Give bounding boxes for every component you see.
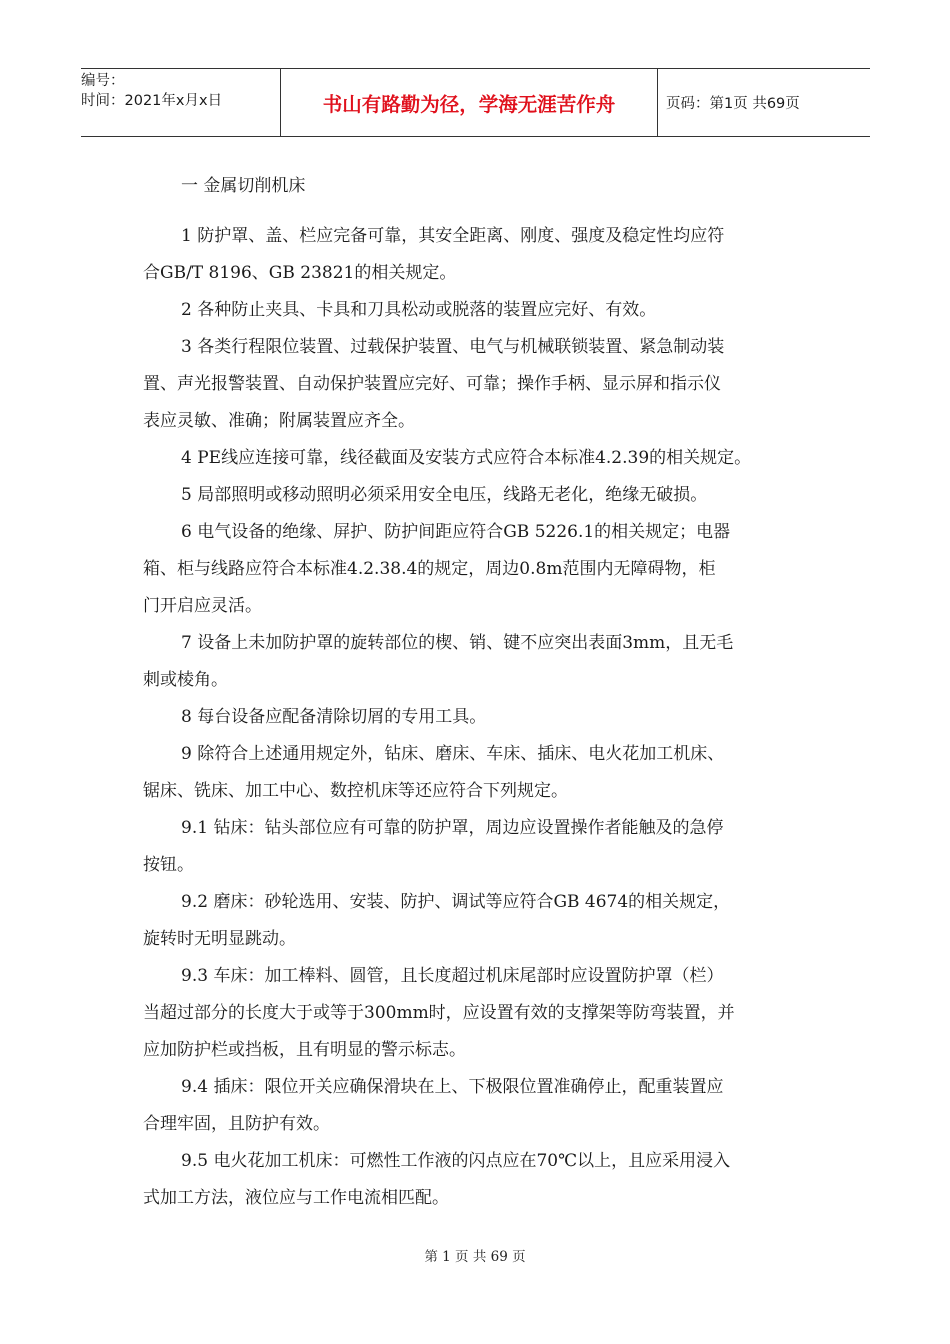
paragraph-line: 表应灵敏、准确；附属装置应齐全。 xyxy=(143,411,415,431)
paragraph-line: 7 设备上未加防护罩的旋转部位的楔、销、键不应突出表面3mm，且无毛 xyxy=(181,633,734,653)
paragraph xyxy=(143,699,813,736)
paragraph xyxy=(143,810,813,884)
paragraph-line: 6 电气设备的绝缘、屏护、防护间距应符合GB 5226.1的相关规定；电器 xyxy=(181,522,731,542)
paragraph xyxy=(143,736,813,810)
paragraph-line: 置、声光报警装置、自动保护装置应完好、可靠；操作手柄、显示屏和指示仪 xyxy=(143,374,721,394)
header-page-code: 页码：第1页 共69页 xyxy=(666,96,800,112)
header-motto: 书山有路勤为径，学海无涯苦作舟 xyxy=(281,69,658,136)
paragraph xyxy=(143,440,813,477)
serial-number-label: 编号： xyxy=(81,73,125,89)
paragraph-line: 5 局部照明或移动照明必须采用安全电压，线路无老化，绝缘无破损。 xyxy=(181,485,708,505)
paragraph xyxy=(143,477,813,514)
document-body xyxy=(143,166,813,1217)
paragraph-line: 9.1 钻床：钻头部位应有可靠的防护罩，周边应设置操作者能触及的急停 xyxy=(181,818,724,838)
page-footer: 第 1 页 共 69 页 xyxy=(424,1249,526,1265)
section-heading: 一 金属切削机床 xyxy=(181,176,306,196)
paragraph-line: 旋转时无明显跳动。 xyxy=(143,929,296,949)
paragraph-line: 合GB/T 8196、GB 23821的相关规定。 xyxy=(143,263,457,283)
paragraph-list xyxy=(143,218,813,1217)
paragraph-line: 1 防护罩、盖、栏应完备可靠，其安全距离、刚度、强度及稳定性均应符 xyxy=(181,226,725,246)
paragraph-line: 9.2 磨床：砂轮选用、安装、防护、调试等应符合GB 4674的相关规定， xyxy=(181,892,731,912)
paragraph xyxy=(143,958,813,1069)
paragraph-line: 8 每台设备应配备清除切屑的专用工具。 xyxy=(181,707,487,727)
date-label: 时间：2021年x月x日 xyxy=(81,93,223,109)
paragraph-line: 合理牢固，且防护有效。 xyxy=(143,1114,330,1134)
paragraph xyxy=(143,884,813,958)
paragraph-line: 9.5 电火花加工机床：可燃性工作液的闪点应在70℃以上，且应采用浸入 xyxy=(181,1151,731,1171)
paragraph-line: 2 各种防止夹具、卡具和刀具松动或脱落的装置应完好、有效。 xyxy=(181,300,657,320)
paragraph-line: 刺或棱角。 xyxy=(143,670,228,690)
paragraph xyxy=(143,218,813,292)
paragraph-line: 锯床、铣床、加工中心、数控机床等还应符合下列规定。 xyxy=(143,781,568,801)
paragraph-line: 按钮。 xyxy=(143,855,194,875)
paragraph xyxy=(143,514,813,625)
paragraph-line: 9.4 插床：限位开关应确保滑块在上、下极限位置准确停止，配重装置应 xyxy=(181,1077,724,1097)
document-header xyxy=(81,68,870,137)
paragraph-line: 当超过部分的长度大于或等于300mm时，应设置有效的支撑架等防弯装置，并 xyxy=(143,1003,735,1023)
paragraph xyxy=(143,1069,813,1143)
paragraph-line: 9.3 车床：加工棒料、圆管，且长度超过机床尾部时应设置防护罩（栏） xyxy=(181,966,724,986)
paragraph-line: 3 各类行程限位装置、过载保护装置、电气与机械联锁装置、紧急制动装 xyxy=(181,337,725,357)
paragraph-line: 门开启应灵活。 xyxy=(143,596,262,616)
header-meta xyxy=(81,69,281,136)
paragraph-line: 应加防护栏或挡板，且有明显的警示标志。 xyxy=(143,1040,466,1060)
paragraph xyxy=(143,1143,813,1217)
paragraph-line: 箱、柜与线路应符合本标准4.2.38.4的规定，周边0.8m范围内无障碍物，柜 xyxy=(143,559,716,579)
paragraph xyxy=(143,329,813,440)
paragraph-line: 4 PE线应连接可靠，线径截面及安装方式应符合本标准4.2.39的相关规定。 xyxy=(181,448,752,468)
paragraph xyxy=(143,625,813,699)
paragraph-line: 式加工方法，液位应与工作电流相匹配。 xyxy=(143,1188,449,1208)
paragraph-line: 9 除符合上述通用规定外，钻床、磨床、车床、插床、电火花加工机床、 xyxy=(181,744,725,764)
paragraph xyxy=(143,292,813,329)
